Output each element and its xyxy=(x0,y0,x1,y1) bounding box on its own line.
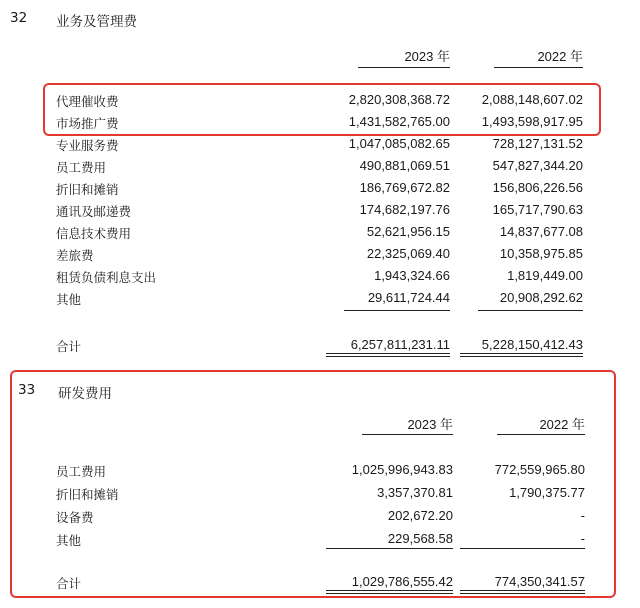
total-2022: 774,350,341.57 xyxy=(494,574,585,589)
year-header: 2022 年 xyxy=(537,49,583,64)
value-2023: 1,943,324.66 xyxy=(374,268,450,283)
total-double-line xyxy=(326,356,450,357)
header-underline xyxy=(497,434,585,435)
value-2022: 1,493,598,917.95 xyxy=(481,114,583,129)
row-label: 差旅费 xyxy=(56,248,94,263)
value-2023: 1,047,085,082.65 xyxy=(348,136,450,151)
highlight-box xyxy=(10,370,616,598)
value-2022: 1,819,449.00 xyxy=(507,268,583,283)
subtotal-line xyxy=(460,548,585,549)
total-label: 合计 xyxy=(56,339,82,354)
total-2022: 5,228,150,412.43 xyxy=(481,337,583,352)
total-double-line xyxy=(326,593,453,594)
value-2023: 490,881,069.51 xyxy=(359,158,450,173)
row-label: 专业服务费 xyxy=(56,138,119,153)
header-underline xyxy=(494,67,583,68)
value-2022: 2,088,148,607.02 xyxy=(481,92,583,107)
value-2023: 2,820,308,368.72 xyxy=(348,92,450,107)
value-2022: 20,908,292.62 xyxy=(499,290,583,305)
total-double-line xyxy=(460,593,585,594)
value-2022: - xyxy=(580,508,585,523)
row-label: 其他 xyxy=(56,292,82,307)
subtotal-line xyxy=(478,310,583,311)
total-2023: 6,257,811,231.11 xyxy=(350,337,450,352)
total-double-line xyxy=(460,590,585,591)
year-header: 2022 年 xyxy=(539,417,585,432)
value-2023: 229,568.58 xyxy=(387,531,453,546)
value-2022: - xyxy=(580,531,585,546)
row-label: 租赁负债利息支出 xyxy=(56,270,157,285)
value-2022: 14,837,677.08 xyxy=(499,224,583,239)
year-header: 2023 年 xyxy=(404,49,450,64)
section-title: 业务及管理费 xyxy=(56,14,137,30)
total-2023: 1,029,786,555.42 xyxy=(351,574,453,589)
total-double-line xyxy=(460,356,583,357)
section-title: 研发费用 xyxy=(58,386,112,402)
section-number: 33 xyxy=(18,382,36,398)
value-2023: 3,357,370.81 xyxy=(377,485,453,500)
total-double-line xyxy=(460,353,583,354)
header-underline xyxy=(358,67,450,68)
value-2023: 186,769,672.82 xyxy=(359,180,450,195)
header-underline xyxy=(362,434,453,435)
value-2023: 22,325,069.40 xyxy=(366,246,450,261)
value-2023: 174,682,197.76 xyxy=(359,202,450,217)
value-2022: 728,127,131.52 xyxy=(492,136,583,151)
value-2023: 1,431,582,765.00 xyxy=(348,114,450,129)
row-label: 设备费 xyxy=(56,510,94,525)
row-label: 员工费用 xyxy=(56,464,107,479)
total-double-line xyxy=(326,353,450,354)
value-2022: 772,559,965.80 xyxy=(494,462,585,477)
value-2022: 1,790,375.77 xyxy=(509,485,585,500)
subtotal-line xyxy=(326,548,453,549)
value-2023: 1,025,996,943.83 xyxy=(351,462,453,477)
value-2022: 547,827,344.20 xyxy=(492,158,583,173)
value-2022: 165,717,790.63 xyxy=(492,202,583,217)
row-label: 折旧和摊销 xyxy=(56,487,119,502)
row-label: 代理催收费 xyxy=(56,94,119,109)
row-label: 市场推广费 xyxy=(56,116,119,131)
value-2023: 202,672.20 xyxy=(387,508,453,523)
total-label: 合计 xyxy=(56,576,82,591)
row-label: 通讯及邮递费 xyxy=(56,204,132,219)
section-number: 32 xyxy=(10,10,28,26)
value-2022: 10,358,975.85 xyxy=(499,246,583,261)
value-2023: 29,611,724.44 xyxy=(367,290,450,305)
row-label: 其他 xyxy=(56,533,82,548)
value-2023: 52,621,956.15 xyxy=(366,224,450,239)
year-header: 2023 年 xyxy=(407,417,453,432)
row-label: 员工费用 xyxy=(56,160,107,175)
total-double-line xyxy=(326,590,453,591)
row-label: 折旧和摊销 xyxy=(56,182,119,197)
value-2022: 156,806,226.56 xyxy=(492,180,583,195)
row-label: 信息技术费用 xyxy=(56,226,132,241)
subtotal-line xyxy=(344,310,450,311)
